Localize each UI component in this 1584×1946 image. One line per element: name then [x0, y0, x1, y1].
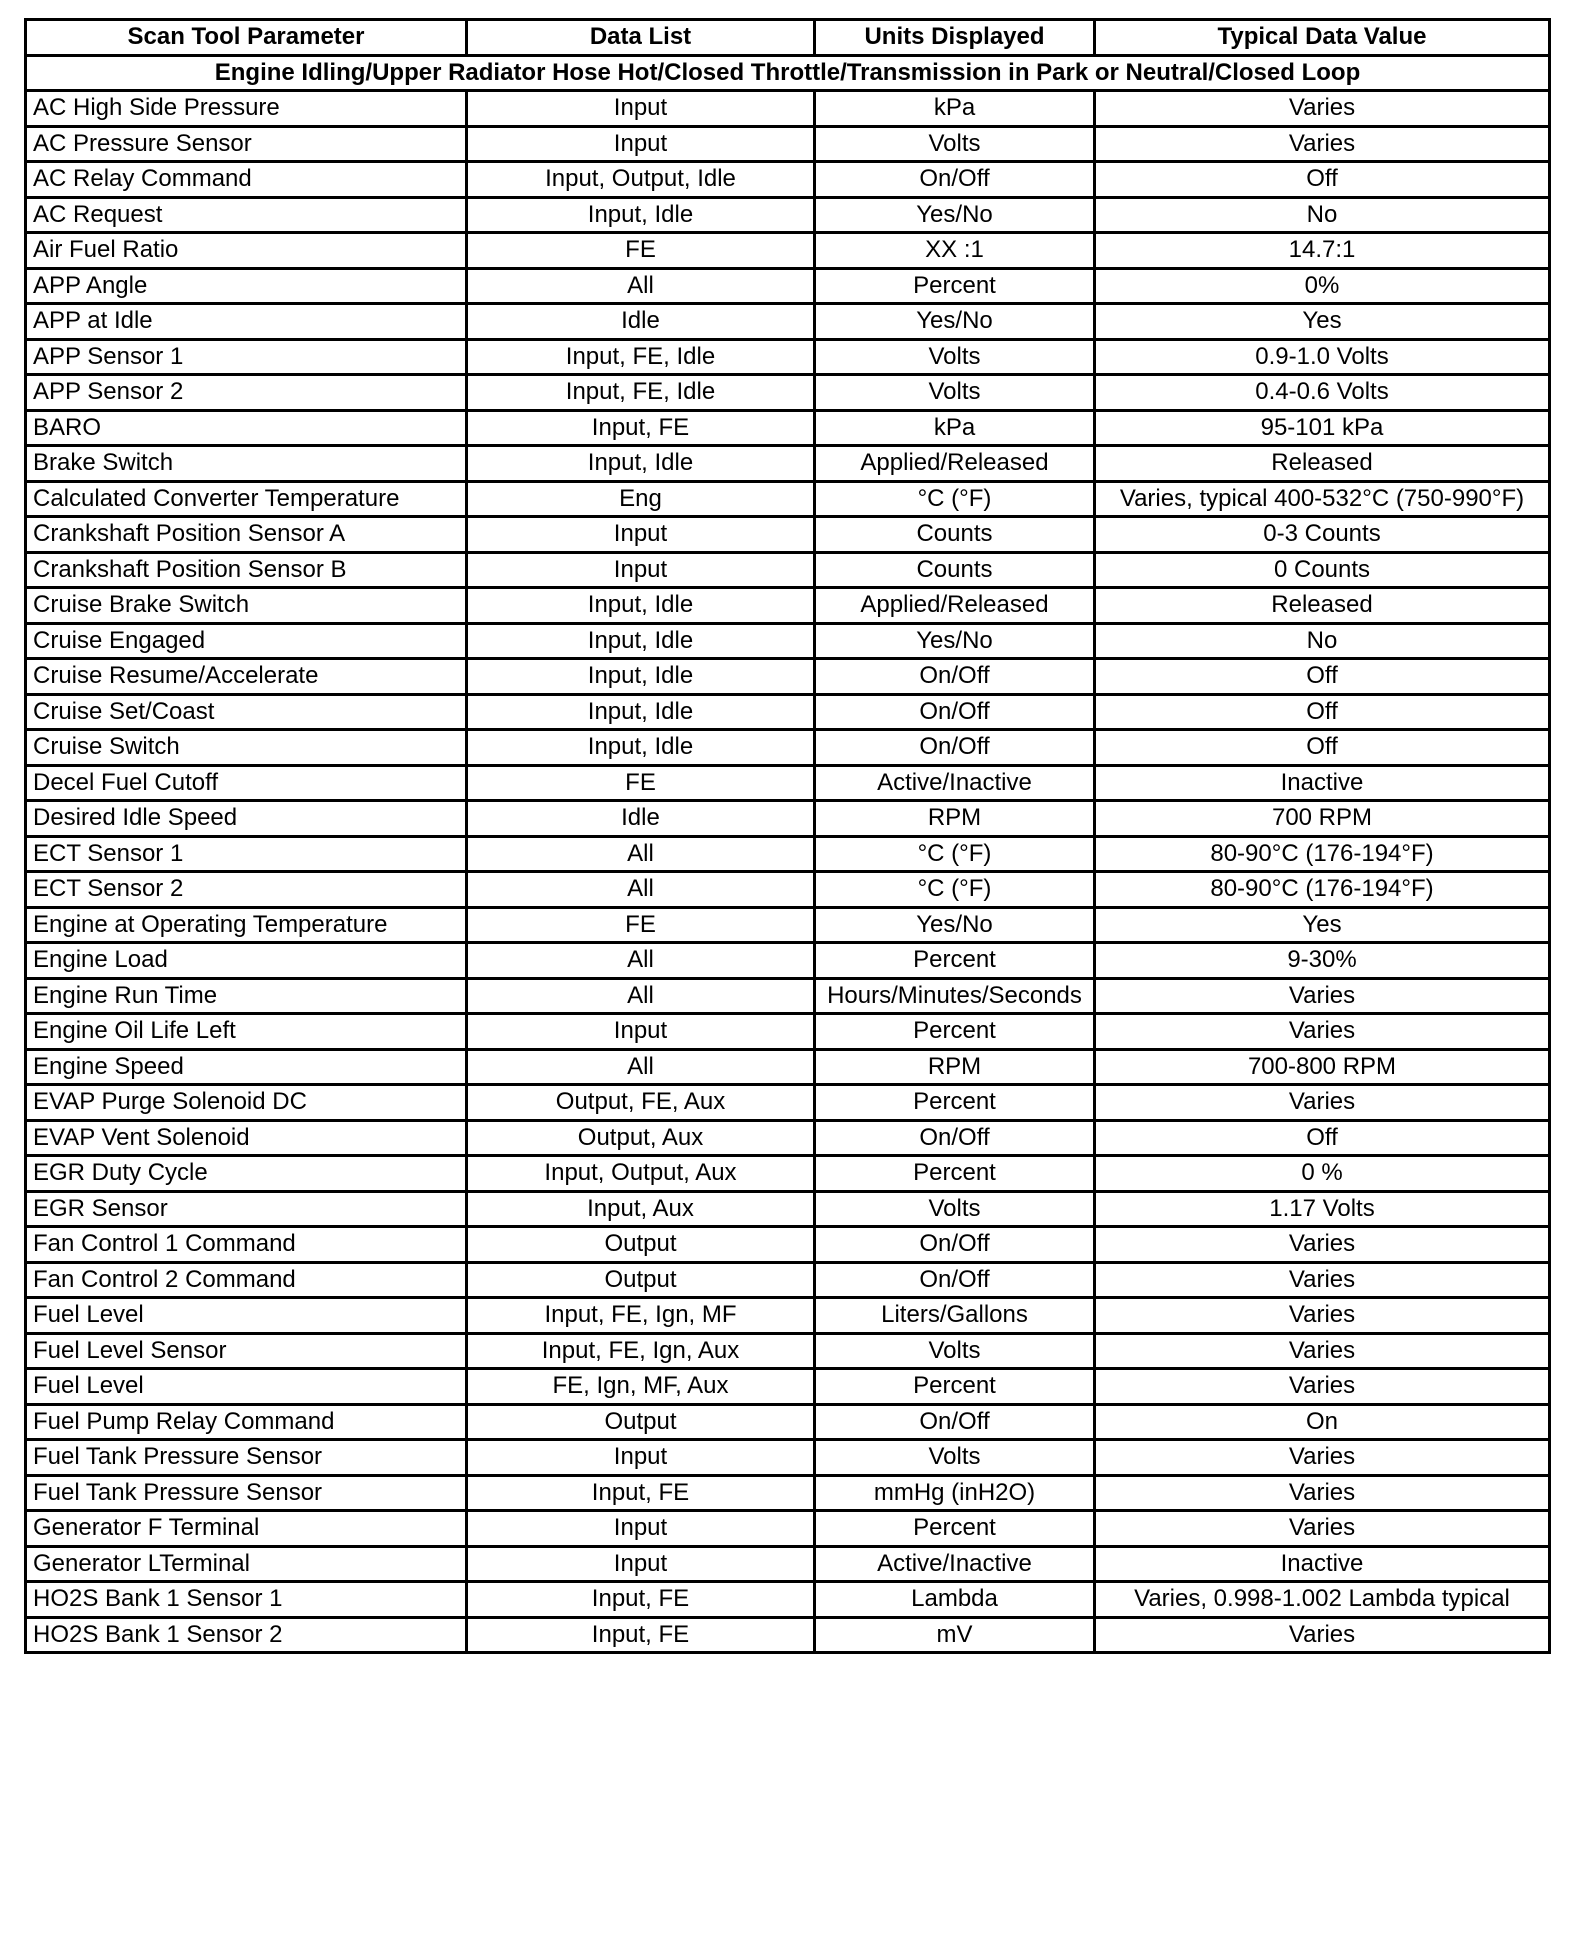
- table-row: [26, 162, 1550, 198]
- data-list-cell: Input: [467, 1014, 815, 1050]
- units-cell: On/Off: [815, 659, 1095, 695]
- parameter-cell: Desired Idle Speed: [26, 801, 467, 837]
- units-cell: Volts: [815, 339, 1095, 375]
- table-row: [26, 1617, 1550, 1653]
- typical-value-cell: Varies: [1095, 978, 1550, 1014]
- typical-value-cell: Yes: [1095, 907, 1550, 943]
- table-row: [26, 552, 1550, 588]
- parameter-cell: HO2S Bank 1 Sensor 2: [26, 1617, 467, 1653]
- parameter-cell: EGR Duty Cycle: [26, 1156, 467, 1192]
- table-row: [26, 268, 1550, 304]
- table-row: [26, 197, 1550, 233]
- header-parameter: Scan Tool Parameter: [26, 20, 467, 56]
- parameter-cell: HO2S Bank 1 Sensor 1: [26, 1582, 467, 1618]
- units-cell: On/Off: [815, 162, 1095, 198]
- table-row: [26, 1582, 1550, 1618]
- typical-value-cell: Varies: [1095, 1333, 1550, 1369]
- data-list-cell: Input: [467, 1440, 815, 1476]
- table-row: [26, 765, 1550, 801]
- parameter-cell: BARO: [26, 410, 467, 446]
- parameter-cell: Generator LTerminal: [26, 1546, 467, 1582]
- data-list-cell: Input: [467, 126, 815, 162]
- parameter-cell: Calculated Converter Temperature: [26, 481, 467, 517]
- units-cell: kPa: [815, 91, 1095, 127]
- parameter-cell: Brake Switch: [26, 446, 467, 482]
- parameter-cell: Cruise Resume/Accelerate: [26, 659, 467, 695]
- units-cell: On/Off: [815, 1262, 1095, 1298]
- typical-value-cell: 0.4-0.6 Volts: [1095, 375, 1550, 411]
- parameter-cell: ECT Sensor 2: [26, 872, 467, 908]
- units-cell: °C (°F): [815, 836, 1095, 872]
- units-cell: Yes/No: [815, 907, 1095, 943]
- typical-value-cell: Released: [1095, 588, 1550, 624]
- typical-value-cell: 0 Counts: [1095, 552, 1550, 588]
- parameter-cell: APP at Idle: [26, 304, 467, 340]
- units-cell: kPa: [815, 410, 1095, 446]
- typical-value-cell: 95-101 kPa: [1095, 410, 1550, 446]
- data-list-cell: All: [467, 943, 815, 979]
- table-row: [26, 1298, 1550, 1334]
- units-cell: Volts: [815, 1333, 1095, 1369]
- units-cell: Percent: [815, 943, 1095, 979]
- parameter-cell: Fan Control 1 Command: [26, 1227, 467, 1263]
- typical-value-cell: 0 %: [1095, 1156, 1550, 1192]
- parameter-cell: Engine at Operating Temperature: [26, 907, 467, 943]
- table-row: [26, 233, 1550, 269]
- units-cell: On/Off: [815, 1404, 1095, 1440]
- parameter-cell: Cruise Switch: [26, 730, 467, 766]
- units-cell: Lambda: [815, 1582, 1095, 1618]
- data-list-cell: Input, Idle: [467, 659, 815, 695]
- operating-condition: Engine Idling/Upper Radiator Hose Hot/Closed Throttle/Transmission in Park or Neutral/Closed Loop: [26, 55, 1550, 91]
- data-list-cell: Input, Idle: [467, 730, 815, 766]
- data-list-cell: Input, Idle: [467, 446, 815, 482]
- units-cell: Volts: [815, 126, 1095, 162]
- data-list-cell: FE: [467, 233, 815, 269]
- parameter-cell: ECT Sensor 1: [26, 836, 467, 872]
- table-row: [26, 1404, 1550, 1440]
- data-list-cell: Input, FE: [467, 1475, 815, 1511]
- typical-value-cell: Inactive: [1095, 1546, 1550, 1582]
- units-cell: Active/Inactive: [815, 765, 1095, 801]
- units-cell: Hours/Minutes/Seconds: [815, 978, 1095, 1014]
- table-row: [26, 1546, 1550, 1582]
- data-list-cell: All: [467, 268, 815, 304]
- units-cell: mmHg (inH2O): [815, 1475, 1095, 1511]
- data-list-cell: Input, Output, Aux: [467, 1156, 815, 1192]
- typical-value-cell: On: [1095, 1404, 1550, 1440]
- data-list-cell: Input, Idle: [467, 623, 815, 659]
- table-row: [26, 1156, 1550, 1192]
- data-list-cell: Eng: [467, 481, 815, 517]
- table-row: [26, 1440, 1550, 1476]
- typical-value-cell: No: [1095, 197, 1550, 233]
- table-row: [26, 1049, 1550, 1085]
- parameter-cell: Engine Load: [26, 943, 467, 979]
- typical-value-cell: 700-800 RPM: [1095, 1049, 1550, 1085]
- typical-value-cell: Off: [1095, 730, 1550, 766]
- typical-value-cell: 700 RPM: [1095, 801, 1550, 837]
- table-row: [26, 1227, 1550, 1263]
- table-row: [26, 517, 1550, 553]
- table-row: [26, 339, 1550, 375]
- typical-value-cell: Yes: [1095, 304, 1550, 340]
- parameter-cell: Fan Control 2 Command: [26, 1262, 467, 1298]
- table-body: [26, 91, 1550, 1653]
- units-cell: On/Off: [815, 1120, 1095, 1156]
- data-list-cell: Output, FE, Aux: [467, 1085, 815, 1121]
- data-list-cell: Input, Idle: [467, 197, 815, 233]
- header-data-list: Data List: [467, 20, 815, 56]
- data-list-cell: Output: [467, 1404, 815, 1440]
- data-list-cell: Input, FE, Ign, MF: [467, 1298, 815, 1334]
- table-row: [26, 1014, 1550, 1050]
- parameter-cell: AC Request: [26, 197, 467, 233]
- parameter-cell: AC High Side Pressure: [26, 91, 467, 127]
- table-row: [26, 1333, 1550, 1369]
- parameter-cell: APP Sensor 1: [26, 339, 467, 375]
- data-list-cell: Idle: [467, 801, 815, 837]
- data-list-cell: All: [467, 872, 815, 908]
- typical-value-cell: 0-3 Counts: [1095, 517, 1550, 553]
- units-cell: RPM: [815, 801, 1095, 837]
- typical-value-cell: Off: [1095, 694, 1550, 730]
- data-list-cell: Input, FE, Ign, Aux: [467, 1333, 815, 1369]
- parameter-cell: Engine Speed: [26, 1049, 467, 1085]
- data-list-cell: Input, FE, Idle: [467, 339, 815, 375]
- typical-value-cell: Varies: [1095, 1014, 1550, 1050]
- table-row: [26, 304, 1550, 340]
- typical-value-cell: Varies: [1095, 91, 1550, 127]
- units-cell: Percent: [815, 1156, 1095, 1192]
- parameter-cell: Air Fuel Ratio: [26, 233, 467, 269]
- units-cell: Percent: [815, 1085, 1095, 1121]
- data-list-cell: Input, Output, Idle: [467, 162, 815, 198]
- data-list-cell: Idle: [467, 304, 815, 340]
- parameter-cell: Engine Oil Life Left: [26, 1014, 467, 1050]
- data-list-cell: All: [467, 836, 815, 872]
- parameter-cell: APP Angle: [26, 268, 467, 304]
- data-list-cell: Input, FE: [467, 1617, 815, 1653]
- units-cell: On/Off: [815, 730, 1095, 766]
- data-list-cell: FE: [467, 907, 815, 943]
- units-cell: Applied/Released: [815, 446, 1095, 482]
- units-cell: Active/Inactive: [815, 1546, 1095, 1582]
- table-row: [26, 836, 1550, 872]
- parameter-cell: Generator F Terminal: [26, 1511, 467, 1547]
- parameter-cell: Fuel Level: [26, 1298, 467, 1334]
- typical-value-cell: 80-90°C (176-194°F): [1095, 836, 1550, 872]
- table-row: [26, 1120, 1550, 1156]
- typical-value-cell: Off: [1095, 659, 1550, 695]
- typical-value-cell: Varies: [1095, 126, 1550, 162]
- units-cell: XX :1: [815, 233, 1095, 269]
- typical-value-cell: Inactive: [1095, 765, 1550, 801]
- units-cell: Liters/Gallons: [815, 1298, 1095, 1334]
- table-row: [26, 978, 1550, 1014]
- table-row: [26, 126, 1550, 162]
- parameter-cell: Decel Fuel Cutoff: [26, 765, 467, 801]
- table-row: [26, 1369, 1550, 1405]
- parameter-cell: Fuel Tank Pressure Sensor: [26, 1440, 467, 1476]
- typical-value-cell: Varies: [1095, 1617, 1550, 1653]
- table-row: [26, 623, 1550, 659]
- data-list-cell: Input, Aux: [467, 1191, 815, 1227]
- data-list-cell: All: [467, 978, 815, 1014]
- typical-value-cell: 14.7:1: [1095, 233, 1550, 269]
- units-cell: Percent: [815, 1369, 1095, 1405]
- parameter-cell: AC Pressure Sensor: [26, 126, 467, 162]
- table-row: [26, 801, 1550, 837]
- parameter-cell: APP Sensor 2: [26, 375, 467, 411]
- parameter-cell: Fuel Tank Pressure Sensor: [26, 1475, 467, 1511]
- units-cell: Percent: [815, 1014, 1095, 1050]
- table-row: [26, 872, 1550, 908]
- units-cell: °C (°F): [815, 481, 1095, 517]
- typical-value-cell: 0.9-1.0 Volts: [1095, 339, 1550, 375]
- table-row: [26, 1511, 1550, 1547]
- data-list-cell: Input, FE, Idle: [467, 375, 815, 411]
- units-cell: Volts: [815, 1191, 1095, 1227]
- data-list-cell: All: [467, 1049, 815, 1085]
- parameter-cell: Engine Run Time: [26, 978, 467, 1014]
- typical-value-cell: Varies: [1095, 1511, 1550, 1547]
- units-cell: Yes/No: [815, 623, 1095, 659]
- table-row: [26, 1085, 1550, 1121]
- table-row: [26, 375, 1550, 411]
- typical-value-cell: Varies: [1095, 1085, 1550, 1121]
- typical-value-cell: 9-30%: [1095, 943, 1550, 979]
- units-cell: Counts: [815, 517, 1095, 553]
- typical-value-cell: Varies: [1095, 1262, 1550, 1298]
- typical-value-cell: Varies: [1095, 1369, 1550, 1405]
- table-row: [26, 943, 1550, 979]
- table-row: [26, 481, 1550, 517]
- table-row: [26, 588, 1550, 624]
- header-row: [26, 20, 1550, 56]
- data-list-cell: Output: [467, 1227, 815, 1263]
- units-cell: Yes/No: [815, 304, 1095, 340]
- data-list-cell: Input: [467, 552, 815, 588]
- table-row: [26, 91, 1550, 127]
- typical-value-cell: Varies: [1095, 1440, 1550, 1476]
- table-row: [26, 730, 1550, 766]
- typical-value-cell: No: [1095, 623, 1550, 659]
- data-list-cell: Output: [467, 1262, 815, 1298]
- units-cell: Volts: [815, 1440, 1095, 1476]
- data-list-cell: Input: [467, 517, 815, 553]
- parameter-cell: Fuel Level Sensor: [26, 1333, 467, 1369]
- units-cell: Applied/Released: [815, 588, 1095, 624]
- typical-value-cell: 80-90°C (176-194°F): [1095, 872, 1550, 908]
- typical-value-cell: Varies: [1095, 1475, 1550, 1511]
- units-cell: Counts: [815, 552, 1095, 588]
- data-list-cell: Input: [467, 1546, 815, 1582]
- parameter-cell: Cruise Set/Coast: [26, 694, 467, 730]
- typical-value-cell: 0%: [1095, 268, 1550, 304]
- typical-value-cell: Off: [1095, 162, 1550, 198]
- units-cell: On/Off: [815, 694, 1095, 730]
- typical-value-cell: Released: [1095, 446, 1550, 482]
- table-row: [26, 1475, 1550, 1511]
- units-cell: RPM: [815, 1049, 1095, 1085]
- table-row: [26, 907, 1550, 943]
- units-cell: Volts: [815, 375, 1095, 411]
- data-list-cell: Input, Idle: [467, 588, 815, 624]
- typical-value-cell: Off: [1095, 1120, 1550, 1156]
- data-list-cell: Input, FE: [467, 410, 815, 446]
- table-row: [26, 1262, 1550, 1298]
- data-list-cell: Input, Idle: [467, 694, 815, 730]
- typical-value-cell: Varies: [1095, 1227, 1550, 1263]
- typical-value-cell: Varies, typical 400-532°C (750-990°F): [1095, 481, 1550, 517]
- parameter-cell: Cruise Brake Switch: [26, 588, 467, 624]
- data-list-cell: Input, FE: [467, 1582, 815, 1618]
- table-row: [26, 446, 1550, 482]
- typical-value-cell: 1.17 Volts: [1095, 1191, 1550, 1227]
- units-cell: Yes/No: [815, 197, 1095, 233]
- data-list-cell: Output, Aux: [467, 1120, 815, 1156]
- units-cell: mV: [815, 1617, 1095, 1653]
- typical-value-cell: Varies: [1095, 1298, 1550, 1334]
- units-cell: Percent: [815, 1511, 1095, 1547]
- header-units: Units Displayed: [815, 20, 1095, 56]
- units-cell: On/Off: [815, 1227, 1095, 1263]
- data-list-cell: FE, Ign, MF, Aux: [467, 1369, 815, 1405]
- units-cell: °C (°F): [815, 872, 1095, 908]
- table-row: [26, 410, 1550, 446]
- parameter-cell: Crankshaft Position Sensor B: [26, 552, 467, 588]
- scan-tool-data-table: [24, 18, 1551, 1654]
- data-list-cell: FE: [467, 765, 815, 801]
- data-list-cell: Input: [467, 1511, 815, 1547]
- parameter-cell: EVAP Purge Solenoid DC: [26, 1085, 467, 1121]
- parameter-cell: Crankshaft Position Sensor A: [26, 517, 467, 553]
- parameter-cell: EVAP Vent Solenoid: [26, 1120, 467, 1156]
- typical-value-cell: Varies, 0.998-1.002 Lambda typical: [1095, 1582, 1550, 1618]
- condition-row: [26, 55, 1550, 91]
- data-list-cell: Input: [467, 91, 815, 127]
- parameter-cell: Fuel Pump Relay Command: [26, 1404, 467, 1440]
- parameter-cell: Fuel Level: [26, 1369, 467, 1405]
- table-row: [26, 694, 1550, 730]
- parameter-cell: Cruise Engaged: [26, 623, 467, 659]
- header-typical-value: Typical Data Value: [1095, 20, 1550, 56]
- parameter-cell: EGR Sensor: [26, 1191, 467, 1227]
- table-row: [26, 659, 1550, 695]
- table-row: [26, 1191, 1550, 1227]
- parameter-cell: AC Relay Command: [26, 162, 467, 198]
- units-cell: Percent: [815, 268, 1095, 304]
